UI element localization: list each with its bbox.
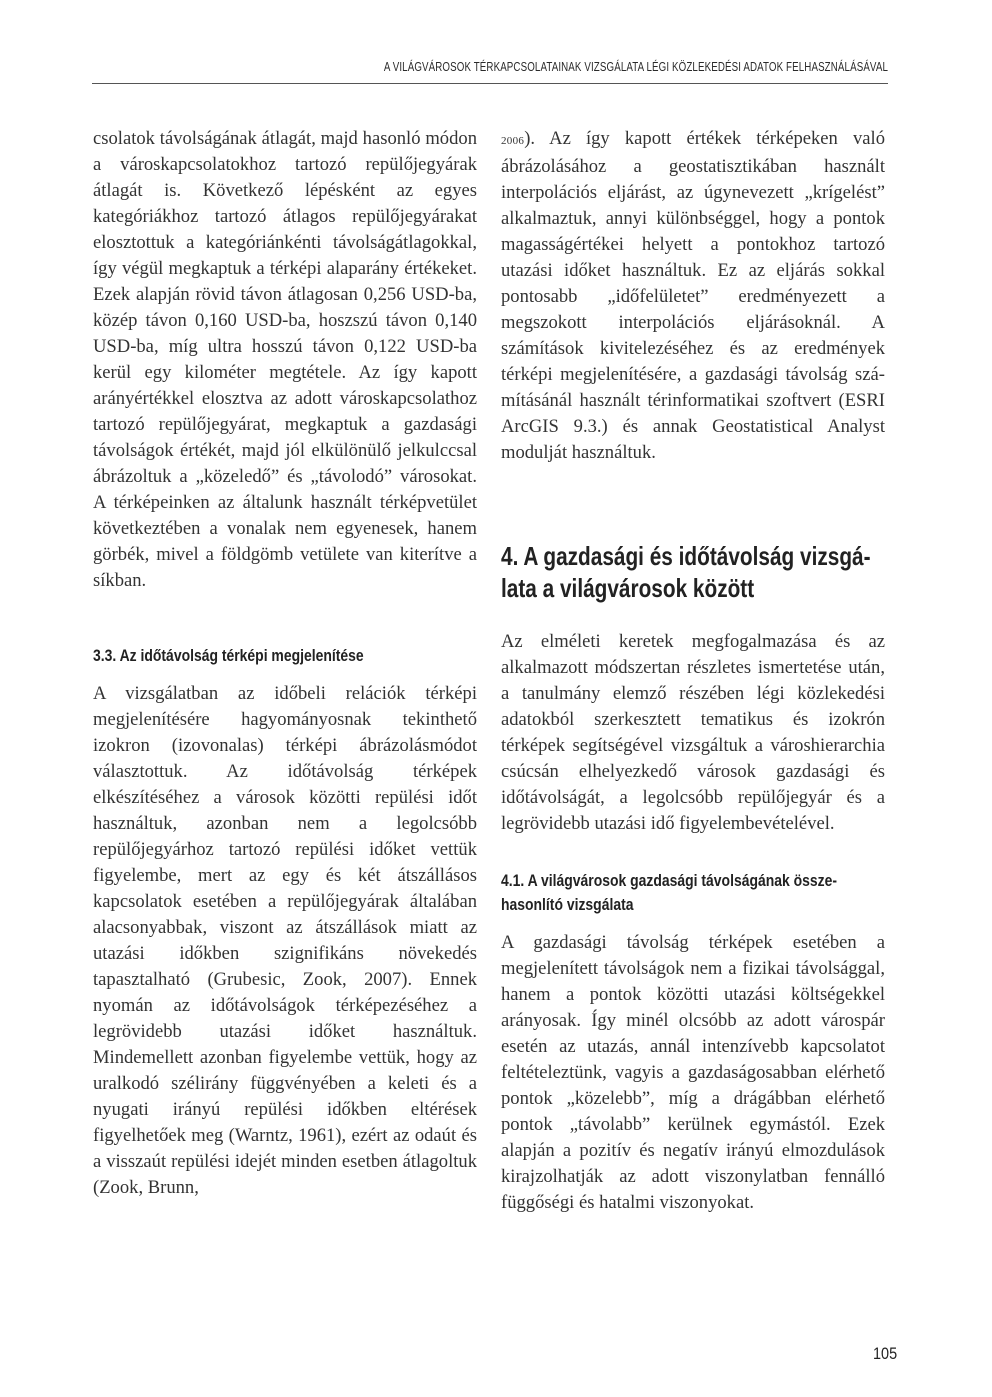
citation-year: 2006 [501,135,525,147]
section-heading-4: 4. A gazdasági és időtávolság vizsgálata a világvárosok között [501,541,871,603]
left-column [93,126,477,1201]
body-paragraph: A gazdasági távolság térképek esetében a megjelenített távolságok nem a fizikai távolsággal, hanem a pontok közötti utazási költségekkel arányosak. Így minél olcsóbb az adott várospár esetén az utazás, annál intenzívebb kapcsolatot feltételeztünk, vagyis a gazdaságosabban elérhető pontok „közelebb”, míg a drágábban elérhető pontok „távolabb” kerülnek egymástól. Ezek alapján a pozitív és negatív irányú elmozdulások kirajzolhatják az adott viszonylatban fennálló függőségi és hatalmi viszonyokat. [501,932,885,1213]
body-paragraph: csolatok távolságának átlagát, majd hasonló módon a városkapcsolatokhoz tartozó repülőjegyárak átlagát is. Következő lépésként az egyes kategóriákhoz tartozó átlagos repülőjegyárakat elosztottuk a kategóriánkénti távolságátlagokkal, így végül megkaptuk a térképi alaparány értékeket. Ezek alapján rövid távon átlagosan 0,256 USD-ba, közép távon 0,160 USD-ba, hoszszú távon 0,140 USD-ba, míg ultra hosszú távon 0,122 USD-ba kerül egy kilométer megtétele. Az így kapott arányértékkel elosztva az adott városkapcsolathoz tartozó repülőjegyárat, megkaptuk a gazdasági távolságok értékét, majd jól elkülönülő jelkulccsal ábrázoltuk a „közeledő” és „távolodó” városokat. A térképeinken az általunk használt térképvetület következtében a vonalak nem egyenesek, hanem görbék, mivel a földgömb vetülete van kiterítve a síkban. [93,128,477,591]
header-rule [92,83,888,84]
page-number: 105 [873,1344,898,1363]
body-paragraph-continued [501,126,885,466]
body-paragraph: A vizsgálatban az időbeli relációk térképi megjelenítésére hagyományosnak tekinthető izokron (izovonalas) térképi ábrázolásmódot választottuk. Az időtávolság térképek elkészítéséhez a városok közötti repülési időt használtuk, azonban nem a legolcsóbb repülőjegyárhoz tartozó repülési időket vettük figyelembe, mert az egy és két átszállásos kapcsolatok esetében a repülőjegyárak általában alacsonyabbak, viszont az átszállások miatt az utazási időkben szignifikáns növekedés tapasztalható (Grubesic, Zook, 2007). Ennek nyomán az időtávolságok térképezéséhez a legrövidebb utazási időket használtuk. Mindemellett azonban figyelembe vettük, hogy az uralkodó szélirány függvényében a keleti és a nyugati irányú repülési időkben eltérések figyelhetőek meg (Warntz, 1961), ezért az odaút és a visszaút repülési idejét minden esetben átlagoltuk (Zook, Brunn, [93,683,477,1198]
paragraph-text: ). Az így kapott értékek térképeken való ábrázolásához a geostatisztikában használt interpolációs eljárást, az úgynevezett „krígelést” alkalmaztuk, annyi különbséggel, hogy a pontok magasságértékei helyett a pontokhoz tartozó utazási időket használtuk. Ez az eljárás sokkal pontosabb „időfelületet” eredményezett a megszokott interpolációs eljárásoknál. A számítások kivitelezéséhez és az eredmények térképi megjelenítésére, a gazdasági távolság számításánál használt térinformatikai szoftvert (ESRI ArcGIS 9.3.) és annak Geostatistical Analyst modulját használtuk. [501,128,885,463]
running-header: A VILÁGVÁROSOK TÉRKAPCSOLATAINAK VIZSGÁLATA LÉGI KÖZLEKEDÉSI ADATOK FELHASZNÁLÁSÁVAL [383,60,888,74]
subheading-3-3: 3.3. Az időtávolság térképi megjelenítése [93,646,364,665]
subheading-4-1: 4.1. A világvárosok gazdasági távolságának összehasonlító vizsgálata [501,871,838,914]
body-paragraph: Az elméleti keretek megfogalmazása és az alkalmazott módszertan részletes ismertetése után, a tanulmány elemző részében légi közlekedési adatokból szerkesztett tematikus és izokrón térképek segítségével vizsgáltuk a városhierarchia csúcsán elhelyezkedő városok gazdasági és időtávolságát, a legolcsóbb repülőjegyár és a legrövidebb utazási idő figyelembevételével. [501,631,885,834]
right-column [501,126,885,1216]
